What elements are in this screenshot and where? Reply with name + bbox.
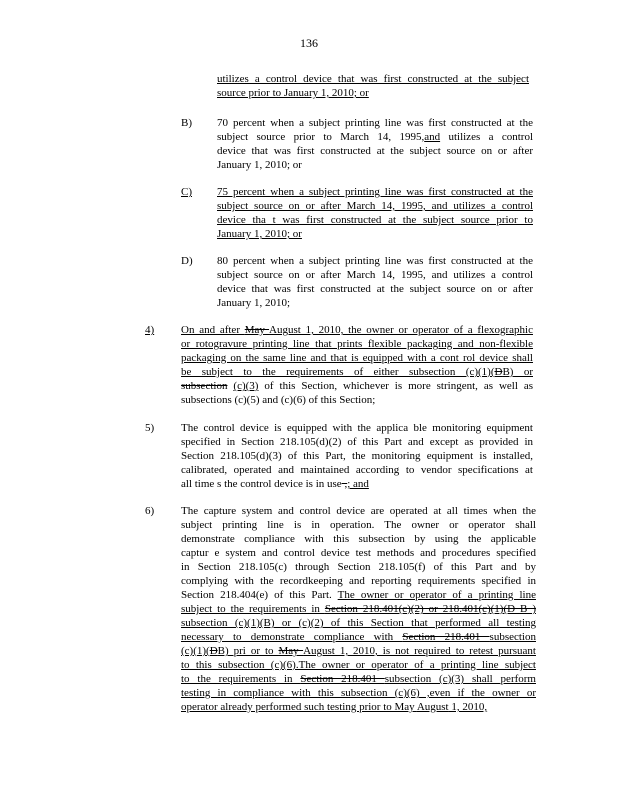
continued-paragraph xyxy=(217,72,529,100)
text-line xyxy=(181,560,536,574)
text-line xyxy=(217,227,533,241)
text-run: of this Section, whichever is more stringent, as well as xyxy=(258,380,534,392)
text-run: ; and xyxy=(347,478,369,490)
text-run: subsection (c)(1)(B) or (c)(2) of this Section that performed all testing xyxy=(181,617,536,629)
text-run: subject source prior to March 14, 1995, xyxy=(217,131,425,143)
text-line xyxy=(181,435,533,449)
text-line xyxy=(181,323,533,337)
text-line xyxy=(217,268,533,282)
text-run: B) pri or to xyxy=(217,645,279,657)
text-run: subject to the requirements in xyxy=(181,603,325,615)
text-line xyxy=(181,379,533,393)
item-label: 5) xyxy=(145,422,155,434)
text-run: device that was first constructed at the subject source on or after xyxy=(217,283,533,295)
text-run: in Section 218.105(c) through Section 218.105(f) of this Part and by xyxy=(181,561,536,573)
page-number: 136 xyxy=(300,36,318,50)
text-line xyxy=(181,574,536,588)
item-4 xyxy=(145,323,534,407)
text-run: subject printing line is in operation. The owner or operator shall xyxy=(181,519,536,531)
text-run: all time s the control device is in use xyxy=(181,478,342,490)
item-b xyxy=(181,116,533,172)
text-line xyxy=(181,658,536,672)
text-run: or rotogravure printing line that prints flexible packaging and non-flexible xyxy=(181,338,533,350)
text-run: captur e system and control device test methods and procedures specified xyxy=(181,547,536,559)
item-c xyxy=(181,185,533,241)
text-run: subsection xyxy=(489,631,536,643)
text-line xyxy=(181,421,533,435)
text-run: May xyxy=(278,645,304,657)
text-line xyxy=(181,588,536,602)
text-line xyxy=(181,504,536,518)
text-line xyxy=(181,393,533,407)
text-run: The owner or operator of a printing line xyxy=(337,589,536,601)
text-line xyxy=(181,630,536,644)
text-line xyxy=(217,130,533,144)
text-line xyxy=(217,86,529,100)
text-run: utilizes a control xyxy=(440,131,533,143)
text-run: operator already performed such testing prior to May xyxy=(181,701,417,713)
text-run: D xyxy=(209,645,218,657)
text-line xyxy=(217,254,533,268)
text-run: D xyxy=(494,366,503,378)
text-line xyxy=(181,532,536,546)
text-line xyxy=(217,72,529,86)
text-line xyxy=(181,365,533,379)
text-run: May xyxy=(244,324,270,336)
text-line xyxy=(181,463,533,477)
text-line xyxy=(217,185,533,199)
text-run: 75 percent when a subject printing line was first constructed at the xyxy=(217,186,533,198)
text-run: Section 218.401(c)(2) or 218.401(c)(1)(D B ) xyxy=(324,603,536,615)
text-run: complying with the recordkeeping and reporting requirements specified in xyxy=(181,575,536,587)
text-run: January 1, 2010; or xyxy=(217,159,302,171)
text-run: be subject to the requirements of either subsection (c)(1)( xyxy=(181,366,495,378)
text-run: subject source on or after March 14, 1995, and utilizes a control xyxy=(217,269,533,281)
text-line xyxy=(181,616,536,630)
text-run: Section 218.105(d)(3) of this Part, the monitoring equipment is installed, xyxy=(181,450,533,462)
text-line xyxy=(181,351,533,365)
text-run: Section 218.401 xyxy=(402,631,490,643)
text-run: January 1, 2010; xyxy=(217,297,291,309)
text-run: (c)(1)( xyxy=(181,645,210,657)
item-5 xyxy=(145,421,533,491)
text-run: Section 218.401 xyxy=(300,673,385,685)
text-line xyxy=(217,158,533,172)
text-run: device tha t was first constructed at the subject source prior to xyxy=(217,214,533,226)
text-line xyxy=(217,199,533,213)
text-run: 70 percent when a subject printing line was first constructed at the xyxy=(217,117,533,129)
item-label: B) xyxy=(181,117,192,129)
text-line xyxy=(181,700,536,714)
text-run: device that was first constructed at the subject source on or after xyxy=(217,145,533,157)
text-run: subsections (c)(5) and (c)(6) of this Section; xyxy=(181,394,376,406)
text-run: and xyxy=(424,131,441,143)
text-line xyxy=(181,644,536,658)
text-run: August 1, 2010, is not required to retest pursuant xyxy=(303,645,536,657)
text-line xyxy=(217,116,533,130)
text-run: January 1, 2010; or xyxy=(217,228,302,240)
item-6 xyxy=(145,504,536,714)
text-run: subject source on or after March 14, 1995, and utilizes a control xyxy=(217,200,533,212)
item-label: D) xyxy=(181,255,193,267)
text-run: subsection xyxy=(181,380,228,392)
text-line xyxy=(181,477,533,491)
item-d xyxy=(181,254,533,310)
text-line xyxy=(181,686,536,700)
text-line xyxy=(217,282,533,296)
text-run: source prior to January 1, 2010; or xyxy=(217,87,369,99)
text-run: to this subsection (c)(6).The owner or operator of a printing line subject xyxy=(181,659,536,671)
text-line xyxy=(217,144,533,158)
text-run: packaging on the same line and that is equipped with a cont rol device shall xyxy=(181,352,533,364)
text-run: to the requirements in xyxy=(181,673,301,685)
text-line xyxy=(217,213,533,227)
text-run: The control device is equipped with the applica ble monitoring equipment xyxy=(181,422,533,434)
text-run: The capture system and control device are operated at all times when the xyxy=(181,505,536,517)
text-run: 1, 2010, xyxy=(448,701,488,713)
text-line xyxy=(181,672,536,686)
text-run: demonstrate compliance with this subsection by using the applicable xyxy=(181,533,536,545)
item-label: C) xyxy=(181,186,192,198)
text-run: necessary to demonstrate compliance with xyxy=(181,631,403,643)
text-line xyxy=(181,518,536,532)
text-line xyxy=(181,449,533,463)
text-line xyxy=(181,602,536,616)
text-run: On and after xyxy=(181,324,245,336)
text-run: 80 percent when a subject printing line was first constructed at the xyxy=(217,255,533,267)
text-run: subsection (c)(3) shall perform xyxy=(384,673,536,685)
text-run: August 1, 2010, the owner or operator of a flexographic xyxy=(269,324,533,336)
item-label: 4) xyxy=(145,324,155,336)
text-run: calibrated, operated and maintained according to vendor specifications at xyxy=(181,464,533,476)
text-run: , xyxy=(341,478,348,490)
text-run: specified in Section 218.105(d)(2) of this Part and except as provided in xyxy=(181,436,533,448)
text-run: Section 218.404(e) of this Part. xyxy=(181,589,338,601)
text-line xyxy=(181,546,536,560)
item-label: 6) xyxy=(145,505,155,517)
text-line xyxy=(217,296,533,310)
text-line xyxy=(181,337,533,351)
text-run: utilizes a control device that was first constructed at the subject xyxy=(217,73,529,85)
text-run: August xyxy=(416,701,449,713)
text-run: (c)(3) xyxy=(233,380,259,392)
text-run: testing in compliance with this subsection (c)(6) ,even if the owner or xyxy=(181,687,536,699)
text-run: B) or xyxy=(502,366,533,378)
